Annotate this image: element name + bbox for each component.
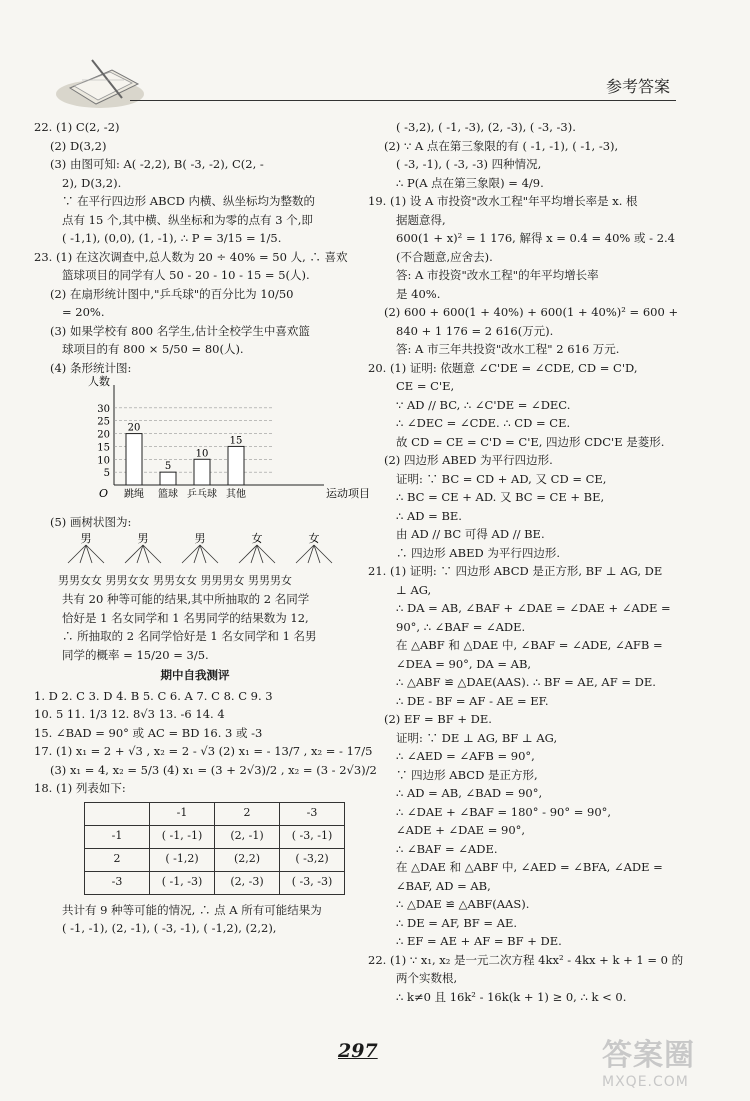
bar-value-label: 20 [127, 422, 141, 434]
table-cell: (2,2) [215, 848, 280, 871]
x-tick-label: 篮球 [158, 489, 178, 500]
right-text-line: 在 △ABF 和 △DAE 中, ∠BAF = ∠ADE, ∠AFB = [396, 638, 663, 652]
tree-diagram [58, 531, 356, 590]
page-header-title: 参考答案 [605, 77, 670, 96]
right-text-line: (不合题意,应舍去). [396, 249, 493, 264]
q23b-line: 同学的概率 = 15/20 = 3/5. [62, 647, 209, 662]
right-text-line: ∠BAF, AD = AB, [396, 878, 491, 893]
right-text-line: ∠ADE + ∠DAE = 90°, [396, 823, 526, 837]
right-text-line: ∴ DE = AF, BF = AE. [396, 915, 518, 930]
right-text-line: ∴ △ABF ≌ △DAE(AAS). ∴ BF = AE, AF = DE. [396, 675, 656, 689]
answer-line: 1. D 2. C 3. D 4. B 5. C 6. A 7. C 8. C 9. 3 [34, 688, 273, 703]
right-text-line: 21. (1) 证明: ∵ 四边形 ABCD 是正方形, BF ⊥ AG, DE [368, 564, 663, 578]
right-text-line: ( -3,2), ( -1, -3), (2, -3), ( -3, -3). [396, 120, 576, 134]
table-cell: (2, -3) [215, 871, 280, 894]
y-tick-label: 10 [97, 455, 110, 467]
right-text-line: (2) ∵ A 点在第三象限的有 ( -1, -1), ( -1, -3), [384, 138, 619, 153]
y-tick-label: 20 [97, 429, 110, 441]
right-text-line: ∴ BC = CE + AD. 又 BC = CE + BE, [396, 490, 605, 504]
right-text-line: ∴ AD = AB, ∠BAD = 90°, [396, 786, 543, 800]
table-cell: ( -1,2) [150, 848, 215, 871]
bar [194, 459, 210, 485]
q22-line: 2), D(3,2). [62, 175, 122, 190]
bar-value-label: 5 [164, 461, 172, 473]
q22-line: (3) 由图可知: A( -2,2), B( -3, -2), C(2, - [50, 157, 264, 171]
bar-value-label: 10 [195, 448, 209, 460]
q23-line: (4) 条形统计图: [50, 360, 132, 375]
table-cell: ( -1, -3) [150, 871, 215, 894]
bar-value-label: 15 [229, 435, 243, 447]
table-header-cell [85, 802, 150, 825]
x-tick-label: 其他 [226, 489, 246, 500]
q23b-line: 共有 20 种等可能的结果,其中所抽取的 2 名同学 [62, 592, 310, 606]
q22-line: (2) D(3,2) [50, 138, 107, 153]
right-text-line: 答: A 市投资"改水工程"的年平均增长率 [396, 268, 599, 282]
header-rule [130, 100, 676, 101]
right-text-line: ∴ 四边形 ABED 为平行四边形. [396, 545, 560, 560]
bar [126, 434, 142, 485]
watermark-logo [602, 1030, 722, 1092]
y-tick-label: 30 [97, 403, 110, 415]
right-text-line: 两个实数根, [396, 971, 458, 985]
right-text-line: ∴ EF = AE + AF = BF + DE. [396, 934, 562, 948]
book-logo-icon [52, 50, 150, 112]
watermark-text: 答案圈 [602, 1038, 695, 1073]
y-tick-label: 25 [97, 416, 110, 428]
q23-line: 球项目的有 800 × 5/50 = 80(人). [62, 342, 244, 356]
tree-node-label: 男 [194, 532, 206, 545]
right-text-line: ∴ P(A 点在第三象限) = 4/9. [396, 175, 544, 190]
origin-label: O [98, 487, 108, 500]
answer-line: 17. (1) x₁ = 2 + √3 , x₂ = 2 - √3 (2) x₁ = - 13/7 , x₂ = - 17/5 [34, 744, 373, 758]
left-column [34, 118, 377, 938]
outcome-table [84, 802, 345, 895]
right-text-line: 由 AD // BC 可得 AD // BE. [396, 527, 545, 541]
bar [160, 472, 176, 485]
answer-line: 10. 5 11. 1/3 12. 8√3 13. -6 14. 4 [34, 707, 225, 721]
q23b-line: (5) 画树状图为: [50, 514, 132, 529]
table-cell: ( -3,2) [280, 848, 345, 871]
table-header-cell: 2 [215, 802, 280, 825]
q18-line: ( -1, -1), (2, -1), ( -3, -1), ( -1,2), (2,2), [62, 921, 277, 935]
q23b-line: ∴ 所抽取的 2 名同学恰好是 1 名女同学和 1 名男 [62, 629, 317, 643]
right-text-line: ∴ ∠DAE + ∠BAF = 180° - 90° = 90°, [396, 804, 612, 819]
right-text-line: ∴ AD = BE. [396, 508, 462, 523]
tree-node-label: 女 [308, 532, 320, 545]
right-text-line: ∵ 四边形 ABCD 是正方形, [396, 767, 538, 782]
right-text-line: CE = C'E, [396, 379, 455, 393]
right-text-line: 22. (1) ∵ x₁, x₂ 是一元二次方程 4kx² - 4kx + k + 1 = 0 的 [368, 952, 684, 967]
q23-line: = 20%. [62, 305, 105, 319]
q23-line: 23. (1) 在这次调查中,总人数为 20 ÷ 40% = 50 人, ∴ 喜欢 [34, 249, 348, 264]
right-text-line: 90°, ∴ ∠BAF = ∠ADE. [396, 619, 526, 634]
right-text-line: ⊥ AG, [396, 582, 432, 597]
tree-diagram-svg [58, 531, 358, 565]
right-text-line: ( -3, -1), ( -3, -3) 四种情况, [396, 157, 542, 171]
table-cell: (2, -1) [215, 825, 280, 848]
right-column [368, 118, 690, 1006]
right-text-line: ∴ ∠BAF = ∠ADE. [396, 841, 498, 856]
right-text-line: 答: A 市三年共投资"改水工程" 2 616 万元. [396, 342, 620, 356]
right-text-line: 据题意得, [396, 212, 446, 227]
right-text-line: 证明: ∵ DE ⊥ AG, BF ⊥ AG, [396, 730, 558, 745]
q22-line: ∵ 在平行四边形 ABCD 内横、纵坐标均为整数的 [62, 194, 315, 208]
answer-line: 15. ∠BAD = 90° 或 AC = BD 16. 3 或 -3 [34, 725, 263, 740]
table-cell: -3 [85, 871, 150, 894]
section-title: 期中自我测评 [160, 668, 230, 682]
right-text-line: 20. (1) 证明: 依题意 ∠C'DE = ∠CDE, CD = C'D, [368, 360, 638, 375]
right-text-line: (2) EF = BF + DE. [384, 712, 492, 726]
right-text-line: ∴ ∠DEC = ∠CDE. ∴ CD = CE. [396, 416, 571, 430]
table-cell: ( -3, -3) [280, 871, 345, 894]
right-text-line: 在 △DAE 和 △ABF 中, ∠AED = ∠BFA, ∠ADE = [396, 860, 663, 874]
x-tick-label: 乒乓球 [187, 489, 217, 500]
page-number: 297 [338, 1040, 378, 1062]
right-text-line: 故 CD = CE = C'D = C'E, 四边形 CDC'E 是菱形. [396, 434, 665, 449]
bar-chart-svg [74, 375, 370, 507]
right-text-line: ∴ DA = AB, ∠BAF + ∠DAE = ∠DAE + ∠ADE = [396, 601, 671, 615]
y-tick-label: 15 [97, 442, 110, 454]
tree-node-label: 女 [251, 532, 263, 545]
q23-line: (3) 如果学校有 800 名学生,估计全校学生中喜欢篮 [50, 323, 310, 338]
table-header-cell: -1 [150, 802, 215, 825]
bar-chart [74, 375, 370, 513]
table-cell: ( -1, -1) [150, 825, 215, 848]
bar [228, 446, 244, 485]
right-text-line: ∵ AD // BC, ∴ ∠C'DE = ∠DEC. [396, 397, 571, 412]
table-cell: 2 [85, 848, 150, 871]
watermark-url: MXQE.COM [602, 1074, 689, 1090]
x-tick-label: 跳绳 [124, 489, 144, 500]
x-axis-label: 运动项目 [326, 487, 370, 500]
q22-line: ( -1,1), (0,0), (1, -1), ∴ P = 3/15 = 1/5. [62, 231, 282, 245]
table-cell: ( -3, -1) [280, 825, 345, 848]
answer-line: 18. (1) 列表如下: [34, 781, 126, 795]
tree-leaves: 男男女女 男男女女 男男女女 男男男女 男男男女 [58, 573, 292, 587]
q23-line: 篮球项目的同学有人 50 - 20 - 10 - 15 = 5(人). [62, 268, 310, 282]
y-tick-label: 5 [103, 468, 110, 480]
tree-node-label: 男 [137, 532, 149, 545]
tree-node-label: 男 [80, 532, 92, 545]
q22-line: 点有 15 个,其中横、纵坐标和为零的点有 3 个,即 [62, 212, 313, 227]
q18-line: 共计有 9 种等可能的情况, ∴ 点 A 所有可能结果为 [62, 902, 322, 917]
table-cell: -1 [85, 825, 150, 848]
right-text-line: ∴ △DAE ≌ △ABF(AAS). [396, 897, 530, 911]
q23-line: (2) 在扇形统计图中,"乒乓球"的百分比为 10/50 [50, 286, 294, 301]
right-text-line: 19. (1) 设 A 市投资"改水工程"年平均增长率是 x. 根 [368, 194, 638, 208]
q23b-line: 恰好是 1 名女同学和 1 名男同学的结果数为 12, [62, 610, 309, 625]
right-text-line: (2) 600 + 600(1 + 40%) + 600(1 + 40%)² = 600 + [384, 305, 679, 319]
table-header-cell: -3 [280, 802, 345, 825]
right-text-line: 840 + 1 176 = 2 616(万元). [396, 323, 554, 338]
q22-line: 22. (1) C(2, -2) [34, 120, 120, 134]
right-text-line: ∴ ∠AED = ∠AFB = 90°, [396, 749, 535, 763]
answer-line: (3) x₁ = 4, x₂ = 5/3 (4) x₁ = (3 + 2√3)/2 , x₂ = (3 - 2√3)/2 [50, 762, 377, 777]
right-text-line: ∴ DE - BF = AF - AE = EF. [396, 693, 549, 708]
y-axis-label: 人数 [88, 375, 110, 388]
right-text-line: 证明: ∵ BC = CD + AD, 又 CD = CE, [396, 471, 607, 486]
right-text-line: (2) 四边形 ABED 为平行四边形. [384, 453, 553, 467]
right-text-line: ∴ k≠0 且 16k² - 16k(k + 1) ≥ 0, ∴ k < 0. [396, 989, 627, 1004]
right-text-line: 是 40%. [396, 286, 441, 301]
right-text-line: 600(1 + x)² = 1 176, 解得 x = 0.4 = 40% 或 - 2.4 [396, 231, 675, 245]
right-text-line: ∠DEA = 90°, DA = AB, [396, 656, 532, 671]
